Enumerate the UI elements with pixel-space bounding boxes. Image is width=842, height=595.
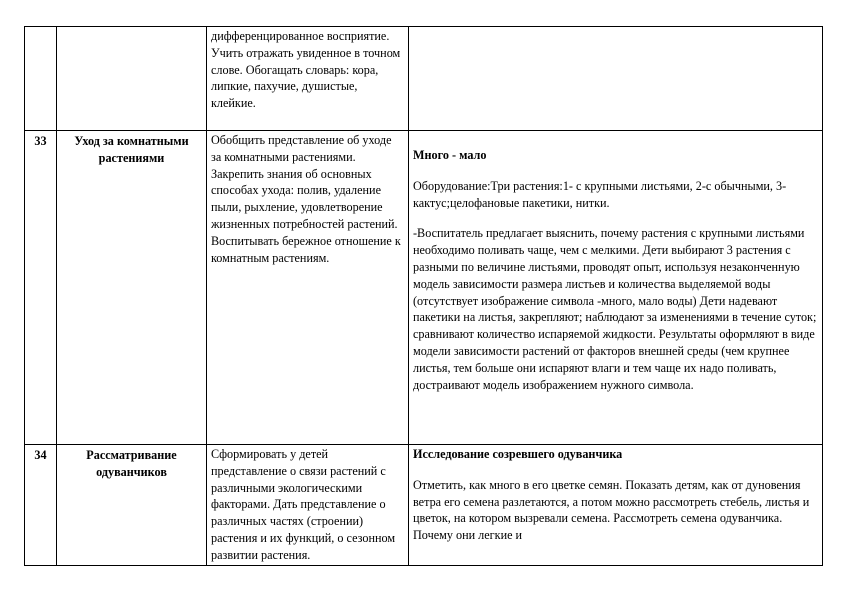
- theme-cell: Уход за комнатными растениями: [57, 131, 207, 445]
- experiment-title: Много - мало: [413, 148, 487, 162]
- row-number: 34: [25, 445, 57, 566]
- experiment-title: Исследование созревшего одуванчика: [413, 447, 623, 461]
- goal-cell: Обобщить представление об уходе за комнатными растениями. Закрепить знания об основных способах ухода: полив, удаление пыли, рыхление, удовлетворение жизненных потребностей растений. Воспитывать бережное отношение к комнатным растениям.: [207, 131, 409, 445]
- experiment-description: -Воспитатель предлагает выяснить, почему растения с крупными листьями необходимо поливать чаще, чем с мелкими. Дети выбирают 3 растения с разными по величине листьями, проводят опыт, используя незаконченную модель зависимости размера листьев и количества выделяемой воды (отсутствует изображение символа -много, мало воды) Дети надевают пакетики на листья, закрепляют; наблюдают за изменениями в течение суток; сравнивают количество испаряемой жидкости. Результаты оформляют в виде модели зависимости растений от факторов внешней среды (чем крупнее листья, тем больше они испаряют влаги и тем чаще их надо поливать, достраивают модель изображением нужного символа.: [413, 226, 817, 392]
- experiment-cell: [409, 131, 823, 445]
- goal-cell: Сформировать у детей представление о связи растений с различными экологическими факторами. Дать представление о различных частях (строении) растения и их функций, о сезонном развитии растения.: [207, 445, 409, 566]
- row-number: 33: [25, 131, 57, 445]
- lesson-plan-table: [24, 26, 823, 566]
- row-number: [25, 27, 57, 131]
- experiment-cell: [409, 445, 823, 566]
- theme-cell: Рассматривание одуванчиков: [57, 445, 207, 566]
- theme-cell: [57, 27, 207, 131]
- table-row: [25, 131, 823, 445]
- table-row: [25, 445, 823, 566]
- experiment-description: Отметить, как много в его цветке семян. Показать детям, как от дуновения ветра его семена разлетаются, а потом можно рассмотреть стебель, листья и цветок, на котором вызревали семена. Рассмотреть семена одуванчика. Почему они легкие и: [413, 477, 810, 543]
- table-row: [25, 27, 823, 131]
- experiment-cell: [409, 27, 823, 131]
- goal-cell: дифференцированное восприятие. Учить отражать увиденное в точном слове. Обогащать словарь: кора, липкие, пахучие, душистые, клейкие.: [207, 27, 409, 131]
- experiment-equipment: Оборудование:Три растения:1- с крупными листьями, 2-с обычными, 3-кактус;целофановые пакетики, нитки.: [413, 178, 787, 210]
